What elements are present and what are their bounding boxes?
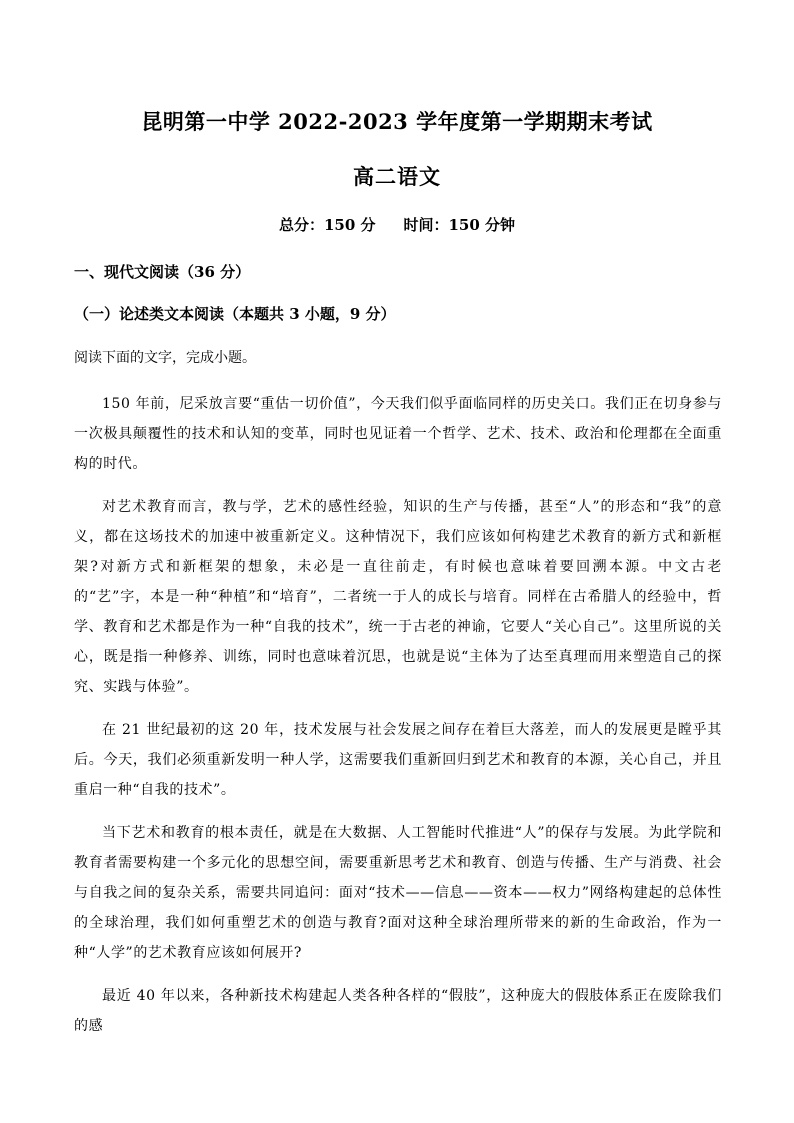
subject-title: 高二语文: [353, 164, 441, 189]
subsection-heading: （一）论述类文本阅读（本题共 3 小题，9 分）: [74, 305, 396, 323]
section-heading: 一、现代文阅读（36 分）: [74, 263, 251, 281]
passage-paragraph-4: 当下艺术和教育的根本责任，就是在大数据、人工智能时代推进“人”的保存与发展。为此学院和教育者需要构建一个多元化的思想空间，需要重新思考艺术和教育、创造与传播、生产与消费、社会与自我之间的复杂关系，需要共同追问：面对“技术——信息——资本——权力”网络构建起的总体性的全球治理，我们如何重塑艺术的创造与教育?面对这种全球治理所带来的新的生命政治，作为一种“人学”的艺术教育应该如何展开?: [74, 825, 722, 961]
passage-paragraph-2: 对艺术教育而言，教与学，艺术的感性经验，知识的生产与传播，甚至“人”的形态和“我”的意义，都在这场技术的加速中被重新定义。这种情况下，我们应该如何构建艺术教育的新方式和新框架?对新方式和新框架的想象，未必是一直往前走，有时候也意味着要回溯本源。中文古老的“艺”字，本是一种“种植”和“培育”，二者统一于人的成长与培育。同样在古希腊人的经验中，哲学、教育和艺术都是作为一种“自我的技术”，统一于古老的神谕，它要人“关心自己”。这里所说的关心，既是指一种修养、训练，同时也意味着沉思，也就是说“主体为了达至真理而用来塑造自己的探究、实践与体验”。: [74, 499, 722, 695]
passage-paragraph-3: 在 21 世纪最初的这 20 年，技术发展与社会发展之间存在着巨大落差，而人的发展更是瞠乎其后。今天，我们必须重新发明一种人学，这需要我们重新回归到艺术和教育的本源，关心自己，并且重启一种“自我的技术”。: [74, 722, 722, 798]
reading-passage: [74, 389, 722, 1054]
exam-time: 时间：150 分钟: [403, 216, 516, 234]
total-score: 总分：150 分: [278, 216, 376, 234]
exam-title: 昆明第一中学 2022-2023 学年度第一学期期末考试: [141, 109, 653, 134]
passage-paragraph-5: 最近 40 年以来，各种新技术构建起人类各种各样的“假肢”，这种庞大的假肢体系正在废除我们的感: [74, 988, 722, 1034]
exam-meta: [0, 214, 794, 235]
passage-paragraph-1: 150 年前，尼采放言要“重估一切价值”，今天我们似乎面临同样的历史关口。我们正在切身参与一次极具颠覆性的技术和认知的变革，同时也见证着一个哲学、艺术、技术、政治和伦理都在全面重构的时代。: [74, 396, 722, 472]
reading-instruction: 阅读下面的文字，完成小题。: [74, 350, 256, 366]
